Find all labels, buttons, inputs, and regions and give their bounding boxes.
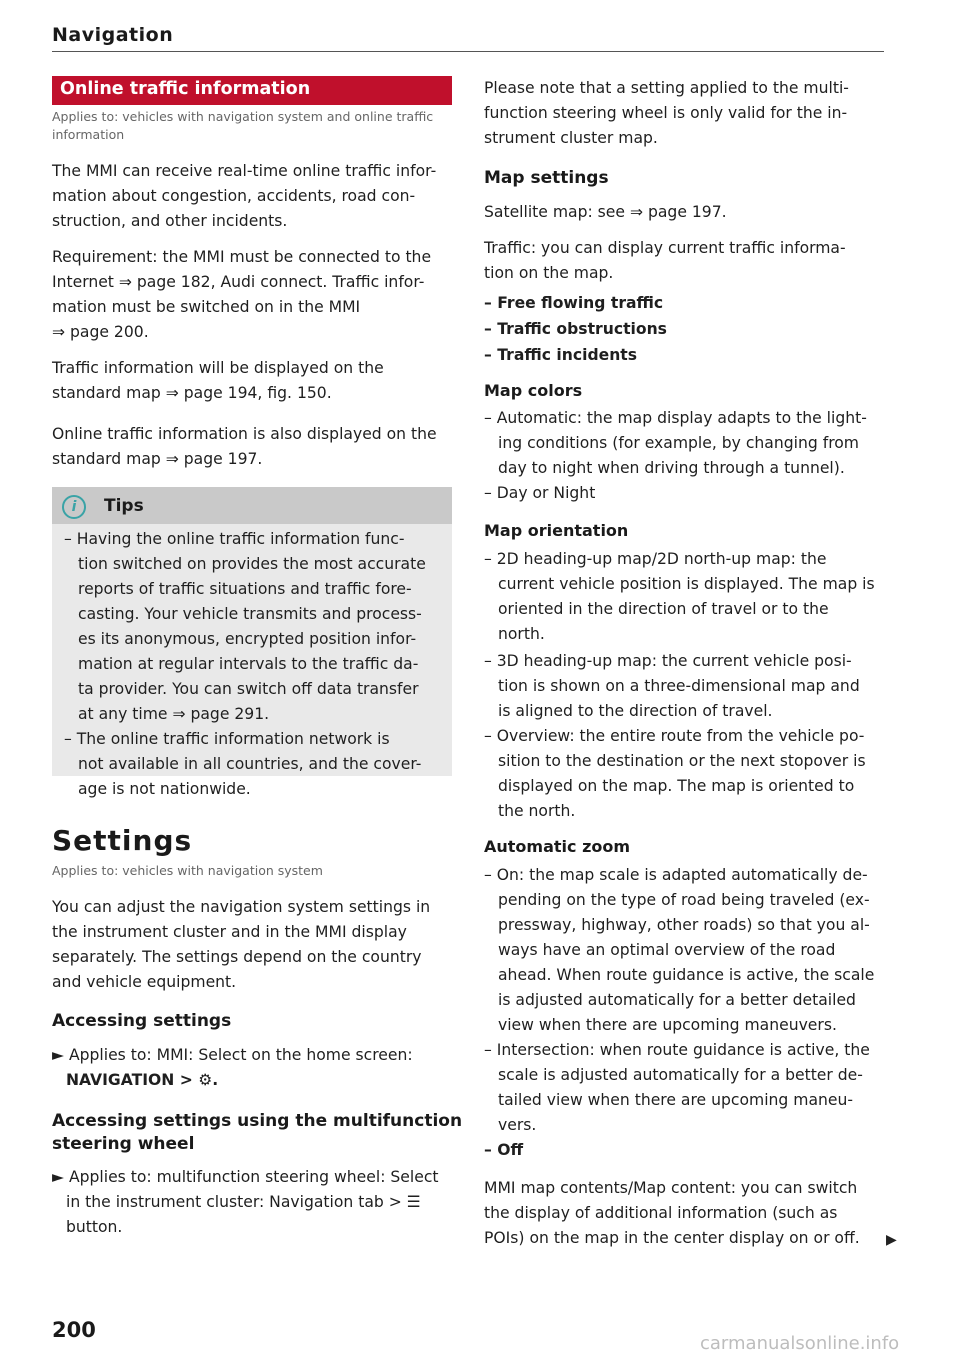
list: – Automatic: the map display adapts to the light- ing conditions (for example, by changing from day to night when driving through a tunnel). – Day or Night [484, 409, 867, 502]
paragraph: The MMI can receive real-time online traffic infor- mation about congestion, accidents, road con- struction, and other incidents. [52, 162, 437, 230]
continue-arrow-icon: ▶ [886, 1232, 897, 1248]
chapter-header: Navigation [52, 24, 174, 46]
list: – Free flowing traffic – Traffic obstructions – Traffic incidents [484, 294, 667, 364]
tip-item: – The online traffic information network is not available in all countries, and the cover- age is not nationwide. [64, 730, 422, 798]
header-rule [52, 51, 884, 52]
tip-item: – Having the online traffic information func- tion switched on provides the most accurate reports of traffic situations and traffic fore- casting. Your vehicle transmits and process- es its anonymous, encrypted position infor- mation at regular intervals to the traffic da- ta provider. You can switch off data transfer at any time ⇒ page 291. [64, 530, 426, 723]
paragraph: Traffic: you can display current traffic informa- tion on the map. [484, 239, 846, 282]
subheading: Automatic zoom [484, 837, 631, 856]
info-icon: i [62, 495, 86, 519]
paragraph: Please note that a setting applied to the multi- function steering wheel is only valid for the in- strument cluster map. [484, 79, 849, 147]
section-title-bar [52, 76, 452, 105]
page-number: 200 [52, 1318, 96, 1342]
applies-note: Applies to: vehicles with navigation system [52, 863, 323, 878]
paragraph: Online traffic information is also displayed on the standard map ⇒ page 197. [52, 425, 437, 468]
subheading: Map orientation [484, 521, 629, 540]
subheading: Map settings [484, 168, 609, 188]
subheading: Accessing settings using the multifunction steering wheel [52, 1111, 463, 1154]
section-title: Online traffic information [60, 79, 311, 99]
step: ► Applies to: multifunction steering wheel: Select in the instrument cluster: Navigation tab > ☰ button. [52, 1168, 439, 1236]
applies-note: Applies to: vehicles with navigation system and online traffic information [52, 109, 434, 142]
watermark: carmanualsonline.info [700, 1333, 900, 1354]
step: ► Applies to: MMI: Select on the home screen: NAVIGATION > ⚙. [52, 1046, 413, 1089]
tips-label: Tips [104, 496, 144, 516]
subheading: Map colors [484, 381, 583, 400]
paragraph: Requirement: the MMI must be connected to the Internet ⇒ page 182, Audi connect. Traffic infor- mation must be switched on in the MMI ⇒ page 200. [52, 248, 432, 341]
list: – 2D heading-up map/2D north-up map: the current vehicle position is displayed. The map is oriented in the direction of travel or to the north. – 3D heading-up map: the current vehicle posi- tion is shown on a three-dimensional map and is aligned to the direction of travel. – Overview: the entire route from the vehicle po- sition to the destination or the next stopover is displayed on the map. The map is oriented to the north. [484, 550, 875, 820]
subheading: Accessing settings [52, 1011, 232, 1031]
paragraph: You can adjust the navigation system settings in the instrument cluster and in the MMI display separately. The settings depend on the country and vehicle equipment. [52, 898, 431, 991]
list: – On: the map scale is adapted automatically de- pending on the type of road being traveled (ex- pressway, highway, other roads) so that you al- ways have an optimal overview of the road ahead. When route guidance is active, the scale is adjusted automatically for a better detailed view when there are upcoming maneuvers. – Intersection: when route guidance is active, the scale is adjusted automatically for a better de- tailed view when there are upcoming maneu- vers. – Off [484, 866, 875, 1159]
section-heading: Settings [52, 824, 193, 857]
paragraph: MMI map contents/Map content: you can switch the display of additional information (such as POIs) on the map in the center display on or off. [484, 1179, 860, 1247]
paragraph: Traffic information will be displayed on the standard map ⇒ page 194, fig. 150. [52, 359, 384, 402]
paragraph: Satellite map: see ⇒ page 197. [484, 203, 727, 221]
